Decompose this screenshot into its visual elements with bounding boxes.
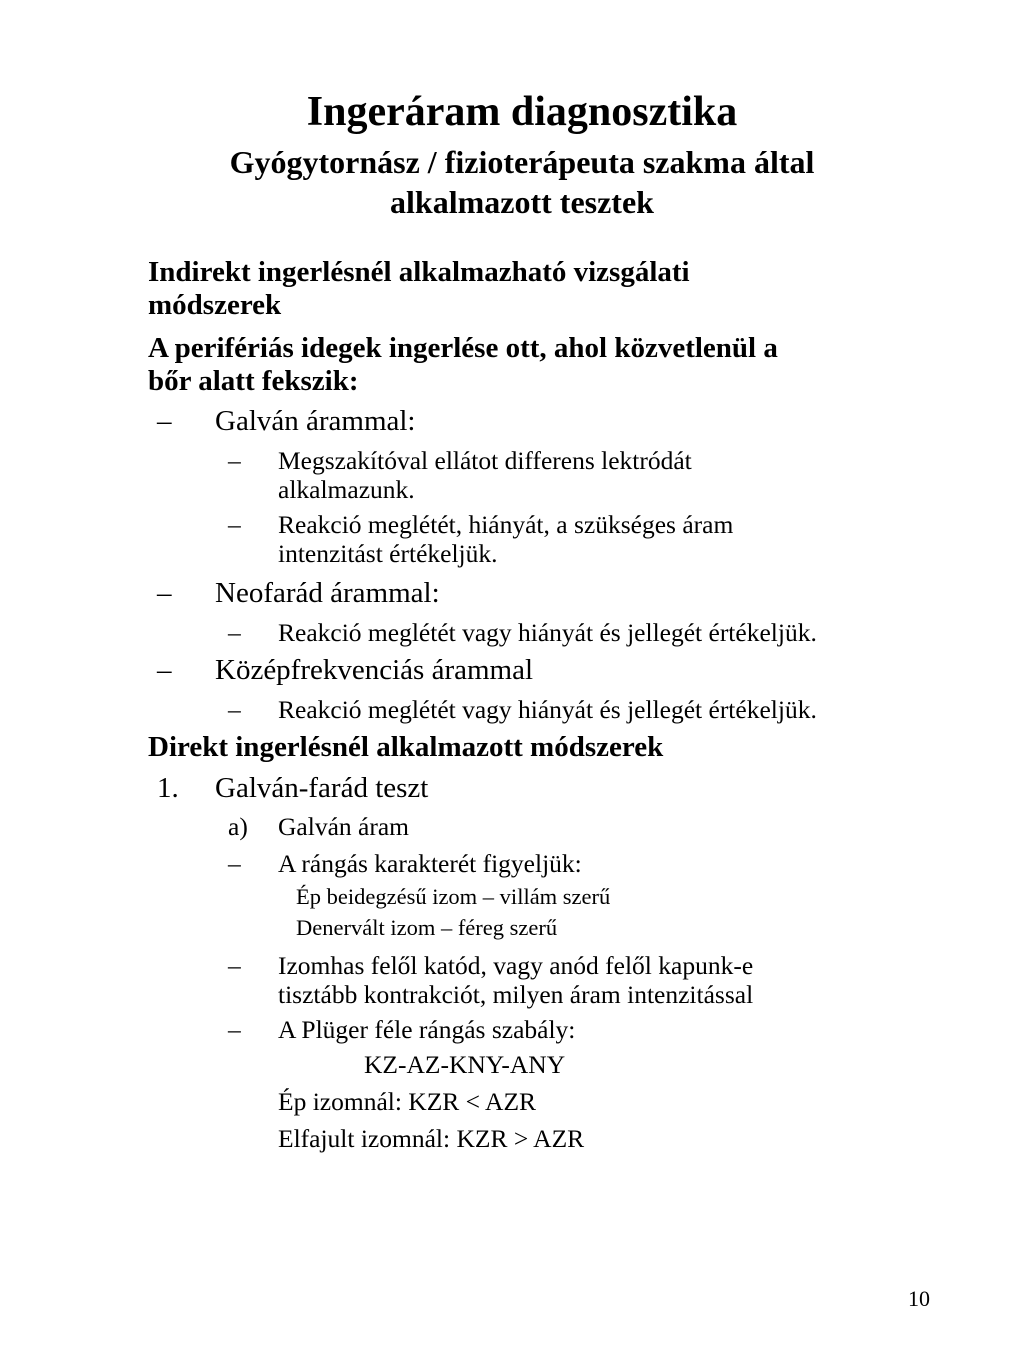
indirect-subheading-line: bőr alatt fekszik: (148, 365, 359, 397)
sub-item-text (278, 695, 928, 724)
sub-item-text (278, 618, 928, 647)
bullet-dash: – (228, 1015, 241, 1044)
sub-item-text (278, 510, 928, 568)
indirect-subheading (148, 332, 928, 398)
sub-item-text: A Plüger féle rángás szabály: (278, 1015, 576, 1044)
bullet-dash: – (228, 849, 241, 878)
sub-item-line: tisztább kontrakciót, milyen áram intenzitással (278, 980, 754, 1009)
direct-heading: Direkt ingerlésnél alkalmazott módszerek (148, 731, 664, 763)
list-item-label: Galván árammal: (215, 405, 416, 437)
sub-item-line: Reakció meglétét vagy hiányát és jellegét értékeljük. (278, 618, 817, 647)
sub-item-text: A rángás karakterét figyeljük: (278, 849, 582, 878)
bullet-dash: – (157, 405, 172, 437)
bullet-dash: – (157, 577, 172, 609)
numbered-item-label: Galván-farád teszt (215, 772, 429, 804)
item-number: 1. (157, 772, 179, 804)
bullet-dash: – (228, 695, 241, 724)
page-title: Ingeráram diagnosztika (306, 89, 738, 135)
page-number: 10 (908, 1286, 930, 1311)
subtitle-line: alkalmazott tesztek (390, 184, 654, 220)
pfluger-formula: KZ-AZ-KNY-ANY (364, 1050, 566, 1079)
subtitle-line: Gyógytornász / fizioterápeuta szakma által (229, 144, 815, 180)
sub-item-line: intenzitást értékeljük. (278, 539, 498, 568)
bullet-dash: – (228, 446, 241, 475)
note-healthy-muscle: Ép beidegzésű izom – villám szerű (296, 884, 611, 909)
item-letter: a) (228, 812, 248, 841)
sub-item-text (278, 951, 928, 1009)
note-denervated-muscle: Denervált izom – féreg szerű (296, 915, 558, 940)
bullet-dash: – (157, 654, 172, 686)
indirect-heading-line: Indirekt ingerlésnél alkalmazható vizsgálati (148, 256, 690, 288)
indirect-subheading-line: A perifériás idegek ingerlése ott, ahol közvetlenül a (148, 332, 778, 364)
healthy-rule: Ép izomnál: KZR < AZR (278, 1087, 537, 1116)
page-subtitle (0, 142, 1024, 222)
degenerated-rule: Elfajult izomnál: KZR > AZR (278, 1124, 585, 1153)
bullet-dash: – (228, 510, 241, 539)
bullet-dash: – (228, 951, 241, 980)
sub-item-line: alkalmazunk. (278, 475, 415, 504)
list-item-label: Neofarád árammal: (215, 577, 440, 609)
sub-item-line: Megszakítóval ellátot differens lektródát (278, 446, 692, 475)
sub-item-line: Reakció meglétét vagy hiányát és jellegét értékeljük. (278, 695, 817, 724)
list-item-label: Középfrekvenciás árammal (215, 654, 534, 686)
sub-item-text (278, 446, 928, 504)
indirect-heading-line: módszerek (148, 289, 282, 321)
sub-item-a-label: Galván áram (278, 812, 409, 841)
indirect-heading (148, 256, 928, 322)
sub-item-line: Izomhas felől katód, vagy anód felől kapunk-e (278, 951, 754, 980)
bullet-dash: – (228, 618, 241, 647)
sub-item-line: Reakció meglétét, hiányát, a szükséges áram (278, 510, 734, 539)
